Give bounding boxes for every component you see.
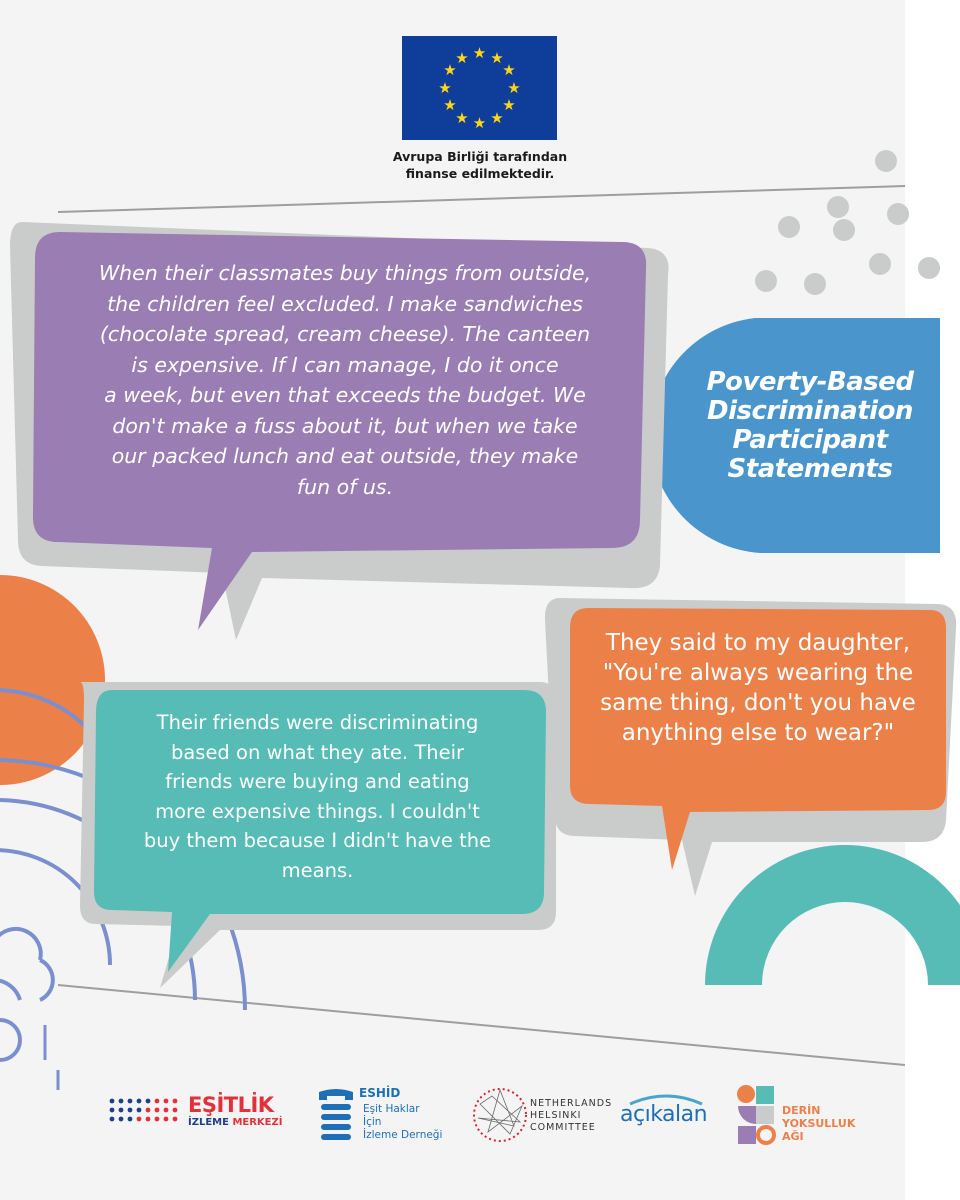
svg-text:★: ★ [502, 96, 516, 114]
quote-line: fun of us. [296, 474, 394, 499]
dot [827, 196, 849, 218]
esitlik-subtitle [188, 1117, 283, 1128]
svg-text:★: ★ [443, 96, 457, 114]
eshid-logo [315, 1086, 455, 1148]
quote-line: based on what they ate. Their [170, 740, 465, 764]
dots-mark-icon [108, 1097, 180, 1127]
quote-line: a week, but even that exceeds the budget. We [104, 383, 586, 407]
dot [918, 257, 940, 279]
blue-dash-marks [45, 1025, 58, 1090]
bottom-divider-line [58, 985, 905, 1065]
eshid-fullname [363, 1103, 442, 1142]
eshid-line: İçin [363, 1116, 382, 1128]
nhc-line: HELSINKI [530, 1110, 582, 1121]
acikalan-logo [618, 1092, 718, 1136]
quote-line: don't make a fuss about it, but when we take [112, 413, 578, 438]
eu-caption-line1: Avrupa Birliği tarafından [392, 149, 568, 164]
dot [778, 216, 800, 238]
title-line: Statements [727, 454, 893, 484]
eu-flag-logo [402, 36, 557, 140]
svg-text:★: ★ [472, 44, 487, 62]
quote-line: When their classmates buy things from outside, [98, 261, 592, 285]
title-line: Discrimination [707, 396, 913, 426]
dot [869, 253, 891, 275]
nhc-wordmark [530, 1098, 612, 1134]
svg-text:★: ★ [490, 49, 504, 67]
dot [804, 273, 826, 295]
esitlik-subtitle-a: İZLEME [188, 1117, 229, 1128]
svg-text:★: ★ [438, 79, 452, 97]
title-line: Participant [732, 425, 888, 455]
quote-line: Their friends were discriminating [156, 711, 479, 734]
netherlands-helsinki-committee-logo [470, 1084, 613, 1148]
top-divider-line [58, 186, 905, 212]
eshid-line: Eşit Haklar [363, 1103, 420, 1115]
dya-wordmark [782, 1104, 855, 1143]
dya-line: DERİN [782, 1104, 821, 1117]
nhc-globe-mark-icon [470, 1084, 530, 1146]
dya-shapes-mark-icon [736, 1084, 776, 1148]
acikalan-wordmark: açıkalan [620, 1102, 708, 1127]
teal-quote [105, 708, 530, 885]
svg-text:★: ★ [507, 79, 521, 97]
title-line: Poverty-Based [706, 367, 914, 397]
eu-caption-line2: finanse edilmektedir. [405, 166, 555, 181]
esitlik-wordmark: EŞİTLİK [188, 1093, 274, 1117]
right-edge-strip [905, 0, 960, 1200]
svg-text:★: ★ [455, 49, 469, 67]
quote-line: friends were buying and eating [165, 770, 470, 793]
eshid-phone-mark-icon [315, 1088, 357, 1144]
svg-text:★: ★ [490, 109, 504, 127]
dot [833, 219, 855, 241]
esitlik-subtitle-b: MERKEZİ [232, 1117, 283, 1128]
svg-text:★: ★ [472, 114, 487, 132]
quote-line: (chocolate spread, cream cheese). The canteen [99, 322, 591, 346]
quote-line: same thing, don't you have [600, 690, 916, 716]
quote-line: buy them because I didn't have the [143, 829, 492, 852]
nhc-line: COMMITTEE [530, 1122, 596, 1133]
quote-line: means. [281, 858, 354, 882]
quote-line: is expensive. If I can manage, I do it once [131, 352, 559, 377]
dya-line: YOKSULLUK [782, 1117, 856, 1130]
quote-line: anything else to wear?" [621, 720, 895, 746]
eshid-wordmark: ESHİD [359, 1086, 401, 1100]
dot [887, 203, 909, 225]
eu-funding-caption [380, 148, 580, 182]
derin-yoksulluk-agi-logo [736, 1084, 856, 1154]
dot [875, 150, 897, 172]
orange-quote [568, 628, 948, 748]
dot [755, 270, 777, 292]
quote-line: the children feel excluded. I make sandwiches [107, 291, 583, 316]
svg-text:★: ★ [455, 109, 469, 127]
poster-title [690, 368, 930, 484]
quote-line: They said to my daughter, [605, 630, 911, 656]
dya-line: AĞI [782, 1130, 804, 1143]
purple-quote [50, 258, 640, 502]
quote-line: more expensive things. I couldn't [155, 799, 480, 823]
svg-text:★: ★ [502, 61, 516, 79]
quote-line: our packed lunch and eat outside, they make [111, 444, 579, 468]
quote-line: "You're always wearing the [602, 660, 914, 686]
svg-text:★: ★ [443, 61, 457, 79]
eshid-line: İzleme Derneği [363, 1129, 443, 1141]
nhc-line: NETHERLANDS [530, 1098, 613, 1109]
esitlik-izleme-merkezi-logo [108, 1093, 308, 1133]
